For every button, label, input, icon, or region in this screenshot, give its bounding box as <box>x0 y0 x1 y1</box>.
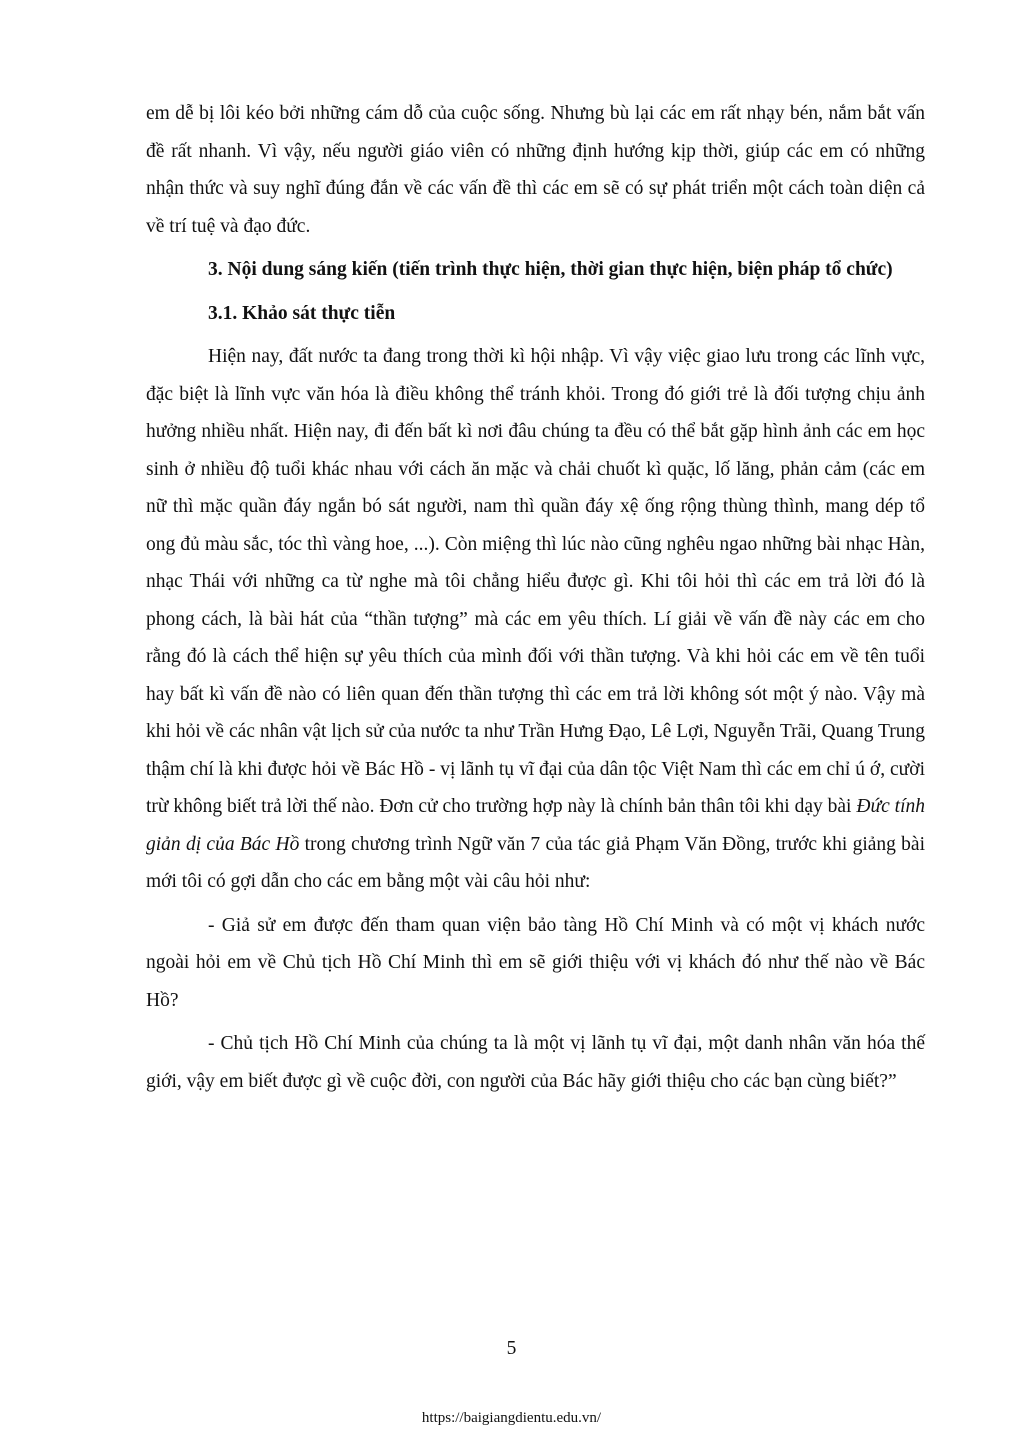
survey-paragraph-main: Hiện nay, đất nước ta đang trong thời kì hội nhập. Vì vậy việc giao lưu trong các lĩnh vực, đặc biệt là lĩnh vực văn hóa là điều không thể tránh khỏi. Trong đó giới trẻ là đối tượng chịu ảnh hưởng nhiều nhất. Hiện nay, đi đến bất kì nơi đâu chúng ta đều có thể bắt gặp hình ảnh các em học sinh ở nhiều độ tuổi khác nhau với cách ăn mặc và chải chuốt kì quặc, lố lăng, phản cảm (các em nữ thì mặc quần đáy ngắn bó sát người, nam thì quần đáy xệ ống rộng thùng thình, mang dép tổ ong đủ màu sắc, tóc thì vàng hoe, ...). Còn miệng thì lúc nào cũng nghêu ngao những bài nhạc Hàn, nhạc Thái với những ca từ nghe mà tôi chẳng hiểu được gì. Khi tôi hỏi thì các em trả lời đó là phong cách, là bài hát của “thần tượng” mà các em yêu thích. Lí giải về vấn đề này các em cho rằng đó là cách thể hiện sự yêu thích của mình đối với thần tượng. Và khi hỏi các em về tên tuổi hay bất kì vấn đề nào có liên quan đến thần tượng thì các em trả lời không sót một ý nào. Vậy mà khi hỏi về các nhân vật lịch sử của nước ta như Trần Hưng Đạo, Lê Lợi, Nguyễn Trãi, Quang Trung thậm chí là khi được hỏi về Bác Hồ - vị lãnh tụ vĩ đại của dân tộc Việt Nam thì các em chỉ ú ớ, cười trừ không biết trả lời thế nào. Đơn cử cho trường hợp này là chính bản thân tôi khi dạy bài <box>146 346 925 817</box>
survey-paragraph-tail: trong chương trình Ngữ văn 7 của tác giả Phạm Văn Đồng, trước khi giảng bài mới tôi có gợi dẫn cho các em bằng một vài câu hỏi như: <box>146 833 926 892</box>
section-heading-3: 3. Nội dung sáng kiến (tiến trình thực hiện, thời gian thực hiện, biện pháp tổ chức) <box>208 259 893 280</box>
document-body <box>146 95 925 1106</box>
question-1: - Giả sử em được đến tham quan viện bảo tàng Hồ Chí Minh và có một vị khách nước ngoài hỏi em về Chủ tịch Hồ Chí Minh thì em sẽ giới thiệu với vị khách đó như thế nào về Bác Hồ? <box>146 914 925 1011</box>
question-2: - Chủ tịch Hồ Chí Minh của chúng ta là một vị lãnh tụ vĩ đại, một danh nhân văn hóa thế giới, vậy em biết được gì về cuộc đời, con người của Bác hãy giới thiệu cho các bạn cùng biết?” <box>146 1033 925 1092</box>
intro-paragraph: em dễ bị lôi kéo bởi những cám dỗ của cuộc sống. Nhưng bù lại các em rất nhạy bén, nắm bắt vấn đề rất nhanh. Vì vậy, nếu người giáo viên có những định hướng kịp thời, giúp các em có những nhận thức và suy nghĩ đúng đắn về các vấn đề thì các em sẽ có sự phát triển một cách toàn diện cả về trí tuệ và đạo đức. <box>146 103 925 237</box>
page-number: 5 <box>506 1338 517 1359</box>
section-heading-3-1: 3.1. Khảo sát thực tiễn <box>208 302 396 324</box>
footer-url[interactable]: https://baigiangdientu.edu.vn/ <box>421 1410 602 1426</box>
lesson-title: Đức tính giản dị của Bác Hồ <box>146 796 925 855</box>
survey-paragraph <box>146 338 925 901</box>
